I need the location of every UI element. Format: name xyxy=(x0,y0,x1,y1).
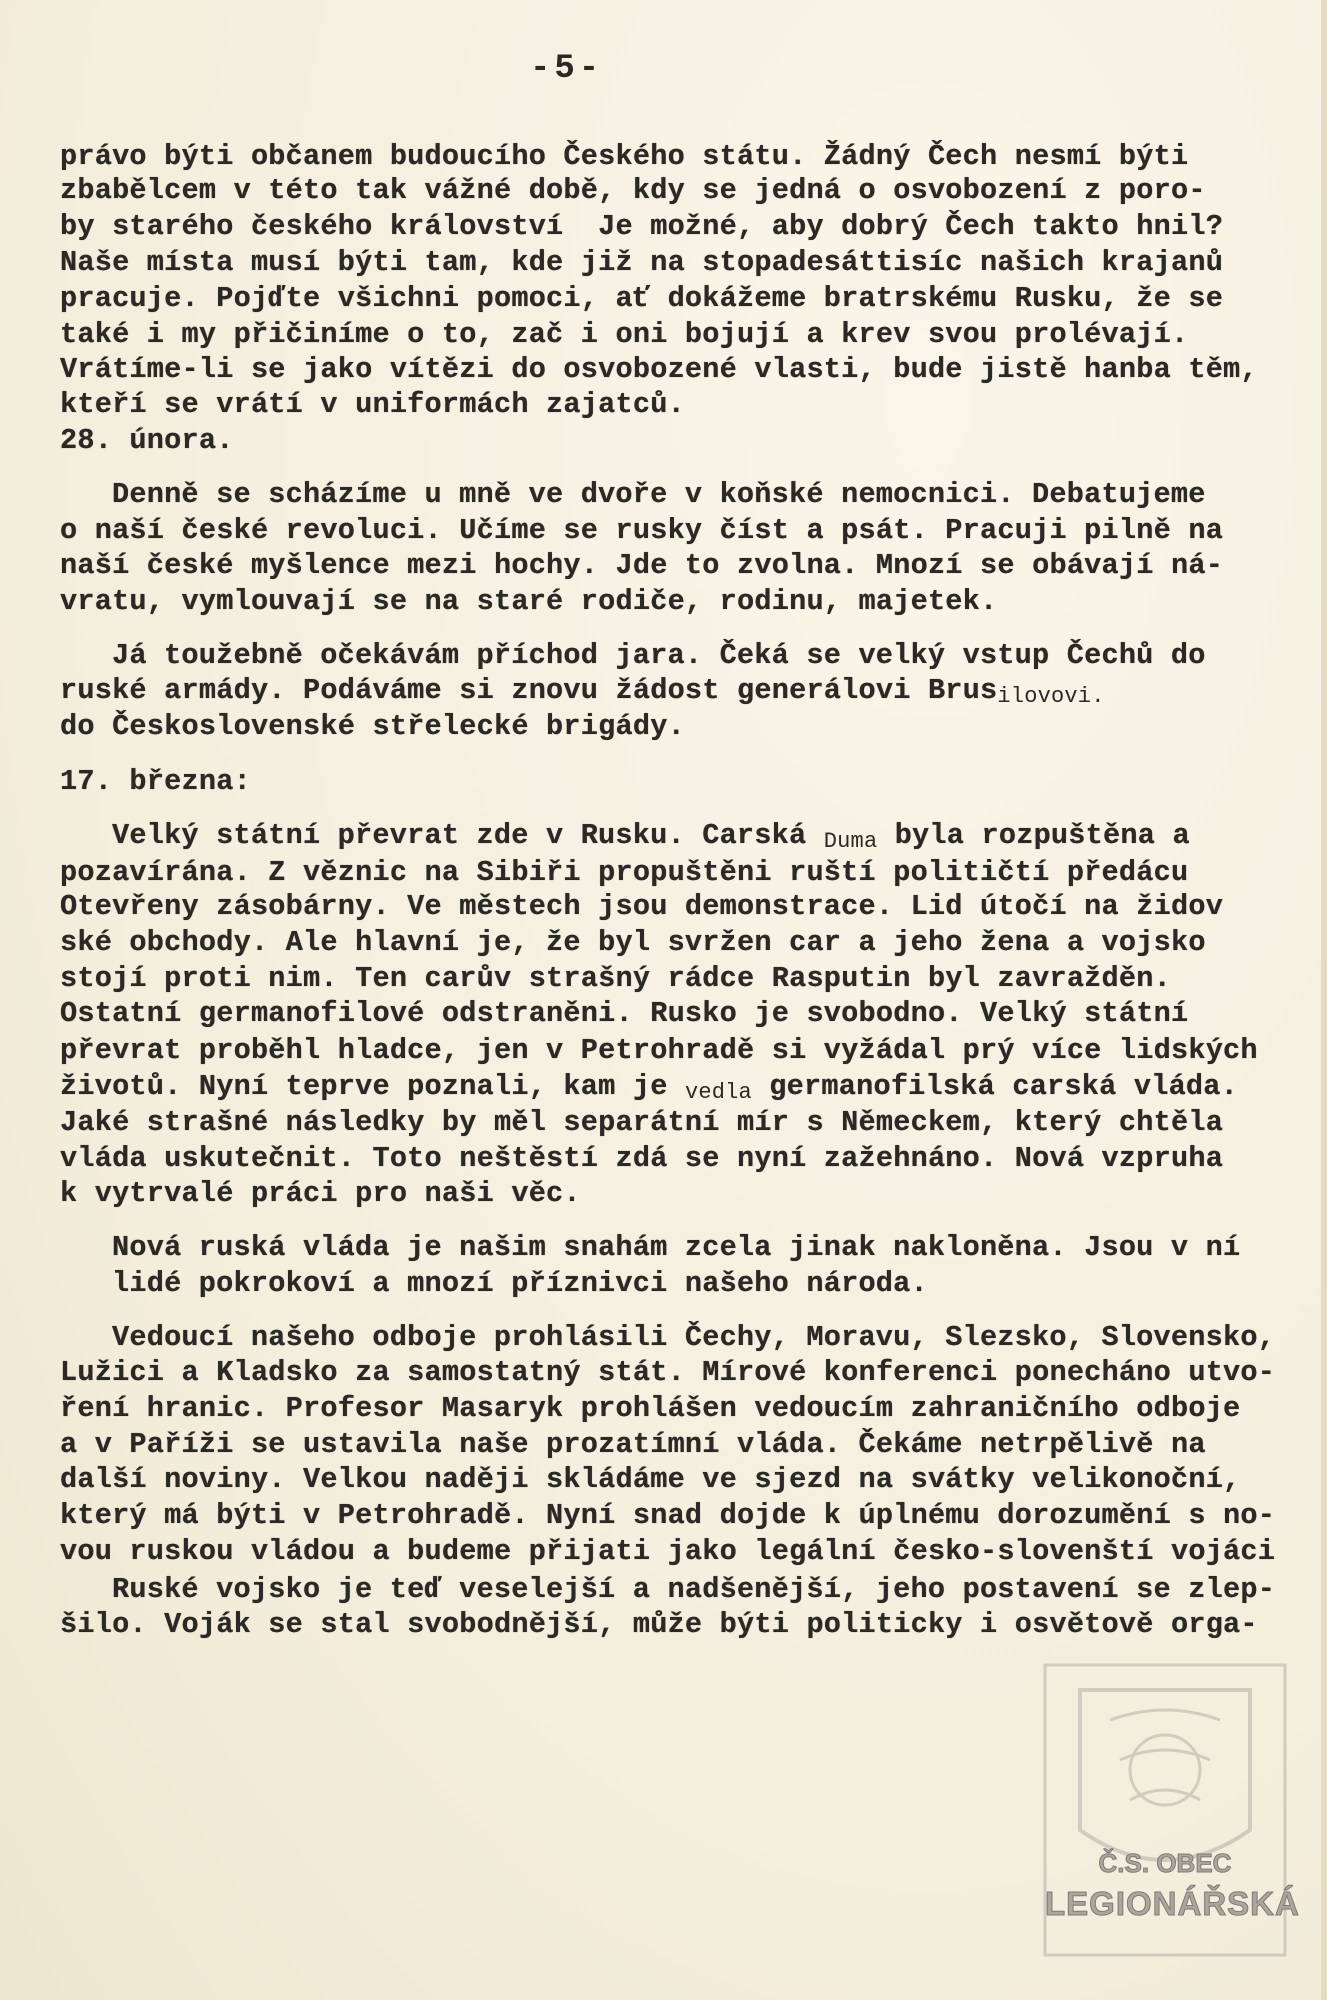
line-text: vláda uskutečnit. Toto neštěstí zdá se nyní zažehnáno. Nová vzpruha xyxy=(60,1142,1224,1175)
line-text: Ruské vojsko je teď veselejší a nadšenější, jeho postavení se zlep- xyxy=(112,1573,1276,1606)
line-text: Otevřeny zásobárny. Ve městech jsou demonstrace. Lid útočí na židov xyxy=(60,890,1224,923)
text-line xyxy=(60,388,685,422)
text-line xyxy=(60,890,1223,924)
text-line xyxy=(60,1106,1223,1140)
text-line xyxy=(112,1573,1275,1607)
line-text: do Československé střelecké brigády. xyxy=(60,710,685,743)
line-text: germanofilská carská vláda. xyxy=(751,1070,1239,1103)
page-number: -5- xyxy=(530,50,604,88)
text-line xyxy=(60,514,1223,548)
line-text: Vrátíme-li se jako vítězi do osvobozené vlasti, bude jistě hanba těm, xyxy=(60,353,1258,386)
text-line xyxy=(60,1499,1275,1533)
line-text: pozavírána. Z věznic na Sibiři propuštěni ruští političtí předácu xyxy=(60,856,1189,889)
text-line xyxy=(60,549,1223,583)
line-text: pracuje. Pojďte všichni pomoci, ať dokážeme bratrskému Rusku, že se xyxy=(60,282,1224,315)
text-line xyxy=(60,1392,1240,1426)
text-line xyxy=(60,926,1206,960)
line-text: zbabělcem v této tak vážné době, kdy se jedná o osvobození z poro- xyxy=(60,174,1206,207)
text-line xyxy=(60,1034,1258,1068)
line-text: lidé pokrokoví a mnozí příznivci našeho národa. xyxy=(112,1267,928,1300)
text-line xyxy=(60,962,1171,996)
line-text: také i my přičiníme o to, zač i oni bojují a krev svou prolévají. xyxy=(60,318,1189,351)
line-text: převrat proběhl hladce, jen v Petrohradě si vyžádal prý více lidských xyxy=(60,1034,1258,1067)
line-text: byla rozpuštěna a xyxy=(877,819,1190,852)
text-line xyxy=(60,997,1188,1031)
text-line xyxy=(60,353,1258,387)
line-text: stojí proti nim. Ten carův strašný rádce Rasputin byl zavražděn. xyxy=(60,962,1171,995)
text-line xyxy=(60,710,685,744)
line-text: naší české myšlence mezi hochy. Jde to zvolna. Mnozí se obávají ná- xyxy=(60,549,1224,582)
line-text: kteří se vrátí v uniformách zajatců. xyxy=(60,388,685,421)
text-line xyxy=(112,819,1190,855)
text-line xyxy=(112,639,1206,673)
line-text: vratu, vymlouvají se na staré rodiče, rodinu, majetek. xyxy=(60,585,998,618)
line-text: o naší české revoluci. Učíme se rusky číst a psát. Pracuji pilně na xyxy=(60,514,1224,547)
text-line xyxy=(60,765,251,799)
line-text: Denně se scházíme u mně ve dvoře v koňské nemocnici. Debatujeme xyxy=(112,478,1206,511)
line-text: životů. Nyní teprve poznali, kam je xyxy=(60,1070,685,1103)
text-line xyxy=(60,318,1188,352)
inserted-correction: ilovovi. xyxy=(997,684,1105,709)
line-text: Vedoucí našeho odboje prohlásili Čechy, Moravu, Slezsko, Slovensko, xyxy=(112,1321,1276,1354)
watermark-text-top: Č.S. OBEC xyxy=(1098,1848,1232,1878)
line-text: Naše místa musí býti tam, kde již na stopadesáttisíc našich krajanů xyxy=(60,246,1224,279)
text-line xyxy=(60,140,1188,174)
text-line xyxy=(60,282,1223,316)
text-line xyxy=(112,1321,1275,1355)
text-line xyxy=(112,1231,1240,1265)
line-text: Nová ruská vláda je našim snahám zcela jinak nakloněna. Jsou v ní xyxy=(112,1231,1241,1264)
line-text: ské obchody. Ale hlavní je, že byl svržen car a jeho žena a vojsko xyxy=(60,926,1206,959)
text-line xyxy=(60,1356,1275,1390)
paper-edge xyxy=(1321,0,1327,2000)
text-line xyxy=(60,1535,1275,1569)
text-line xyxy=(60,585,997,619)
text-line xyxy=(60,174,1206,208)
text-line xyxy=(60,1070,1238,1106)
inserted-correction: Duma xyxy=(823,829,878,854)
line-text: by starého českého království Je možné, aby dobrý Čech takto hnil? xyxy=(60,210,1224,243)
line-text: k vytrvalé práci pro naši věc. xyxy=(60,1177,581,1210)
text-line xyxy=(112,478,1206,512)
line-text: Velký státní převrat zde v Rusku. Carská xyxy=(112,819,824,852)
line-text: Já toužebně očekávám příchod jara. Čeká se velký vstup Čechů do xyxy=(112,639,1206,672)
text-line xyxy=(60,1177,581,1211)
line-text: 28. února. xyxy=(60,424,234,457)
line-text: Ostatní germanofilové odstraněni. Rusko je svobodno. Velký státní xyxy=(60,997,1189,1030)
line-text: 17. března: xyxy=(60,765,251,798)
line-text: Jaké strašné následky by měl separátní mír s Německem, který chtěla xyxy=(60,1106,1224,1139)
text-line xyxy=(60,1428,1206,1462)
line-text: a v Paříži se ustavila naše prozatímní vláda. Čekáme netrpělivě na xyxy=(60,1428,1206,1461)
line-text: vou ruskou vládou a budeme přijati jako legální česko-slovenští vojáci xyxy=(60,1535,1276,1568)
text-line xyxy=(60,1608,1258,1642)
line-text: který má býti v Petrohradě. Nyní snad dojde k úplnému dorozumění s no- xyxy=(60,1499,1276,1532)
text-line xyxy=(60,246,1223,280)
line-text: šilo. Voják se stal svobodnější, může býti politicky i osvětově orga- xyxy=(60,1608,1258,1641)
line-text: Lužici a Kladsko za samostatný stát. Mírové konferenci ponecháno utvo- xyxy=(60,1356,1276,1389)
text-line xyxy=(60,1463,1240,1497)
watermark-text-bottom: LEGIONÁŘSKÁ xyxy=(1045,1885,1300,1922)
text-line xyxy=(60,424,234,458)
text-line xyxy=(60,210,1223,244)
text-line xyxy=(60,1142,1223,1176)
line-text: ření hranic. Profesor Masaryk prohlášen vedoucím zahraničního odboje xyxy=(60,1392,1241,1425)
line-text: ruské armády. Podáváme si znovu žádost generálovi Brus xyxy=(60,674,998,707)
text-line xyxy=(112,1267,928,1301)
text-line xyxy=(60,674,1105,710)
line-text: další noviny. Velkou naději skládáme ve sjezd na svátky velikonoční, xyxy=(60,1463,1241,1496)
inserted-correction: vedla xyxy=(684,1080,752,1105)
text-line xyxy=(60,856,1188,890)
line-text: právo býti občanem budoucího Českého státu. Žádný Čech nesmí býti xyxy=(60,140,1189,173)
